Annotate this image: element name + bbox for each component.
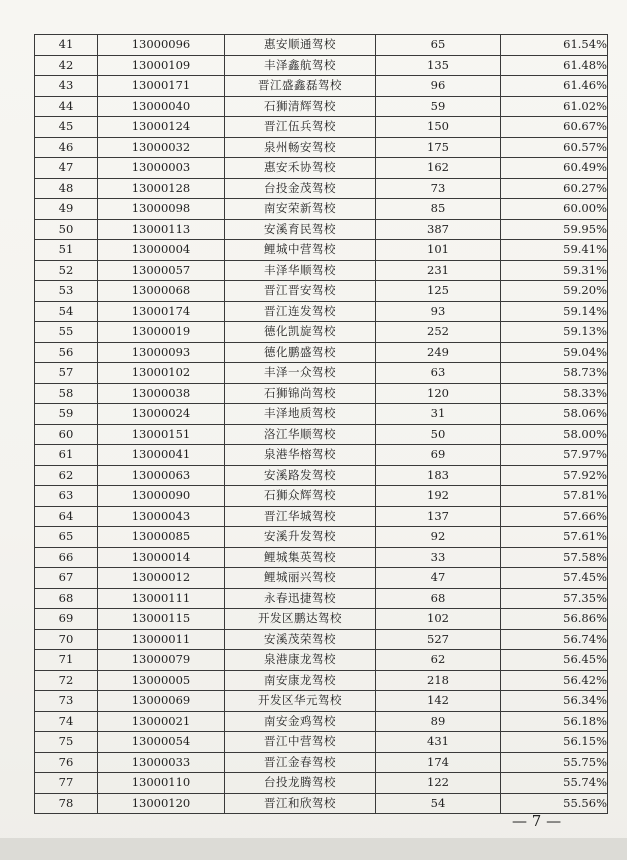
school-name-cell: 鲤城丽兴驾校 xyxy=(225,568,376,589)
row-number-cell: 41 xyxy=(35,35,98,56)
exam-count-cell: 135 xyxy=(376,55,501,76)
exam-count-cell: 73 xyxy=(376,178,501,199)
table-row xyxy=(35,404,608,425)
school-code-cell: 13000014 xyxy=(98,547,225,568)
exam-count-cell: 387 xyxy=(376,219,501,240)
school-code-cell: 13000021 xyxy=(98,711,225,732)
school-name-cell: 丰泽华顺驾校 xyxy=(225,260,376,281)
table-row xyxy=(35,158,608,179)
school-name-cell: 鲤城集英驾校 xyxy=(225,547,376,568)
school-name-cell: 晋江晋安驾校 xyxy=(225,281,376,302)
table-row xyxy=(35,240,608,261)
school-name-cell: 开发区鹏达驾校 xyxy=(225,609,376,630)
table-row xyxy=(35,793,608,814)
school-code-cell: 13000068 xyxy=(98,281,225,302)
exam-count-cell: 47 xyxy=(376,568,501,589)
table-row xyxy=(35,547,608,568)
table-row xyxy=(35,629,608,650)
pass-rate-cell: 61.48% xyxy=(501,55,608,76)
row-number-cell: 56 xyxy=(35,342,98,363)
pass-rate-cell: 56.18% xyxy=(501,711,608,732)
pass-rate-cell: 55.74% xyxy=(501,773,608,794)
school-name-cell: 晋江金春驾校 xyxy=(225,752,376,773)
table-row xyxy=(35,322,608,343)
exam-count-cell: 431 xyxy=(376,732,501,753)
row-number-cell: 54 xyxy=(35,301,98,322)
exam-count-cell: 65 xyxy=(376,35,501,56)
school-name-cell: 安溪路发驾校 xyxy=(225,465,376,486)
school-name-cell: 安溪育民驾校 xyxy=(225,219,376,240)
exam-count-cell: 527 xyxy=(376,629,501,650)
table-row xyxy=(35,96,608,117)
pass-rate-cell: 56.74% xyxy=(501,629,608,650)
exam-count-cell: 142 xyxy=(376,691,501,712)
pass-rate-cell: 59.20% xyxy=(501,281,608,302)
pass-rate-cell: 56.34% xyxy=(501,691,608,712)
pass-rate-cell: 59.04% xyxy=(501,342,608,363)
school-code-cell: 13000093 xyxy=(98,342,225,363)
pass-rate-cell: 61.54% xyxy=(501,35,608,56)
school-name-cell: 德化凯旋驾校 xyxy=(225,322,376,343)
driving-school-ranking-table xyxy=(34,34,608,814)
row-number-cell: 52 xyxy=(35,260,98,281)
school-name-cell: 南安金鸡驾校 xyxy=(225,711,376,732)
row-number-cell: 62 xyxy=(35,465,98,486)
school-code-cell: 13000171 xyxy=(98,76,225,97)
school-code-cell: 13000174 xyxy=(98,301,225,322)
school-name-cell: 惠安顺通驾校 xyxy=(225,35,376,56)
pass-rate-cell: 57.58% xyxy=(501,547,608,568)
table-row xyxy=(35,281,608,302)
school-code-cell: 13000111 xyxy=(98,588,225,609)
school-code-cell: 13000069 xyxy=(98,691,225,712)
table-row xyxy=(35,117,608,138)
school-code-cell: 13000090 xyxy=(98,486,225,507)
table-row xyxy=(35,752,608,773)
exam-count-cell: 218 xyxy=(376,670,501,691)
pass-rate-cell: 57.66% xyxy=(501,506,608,527)
pass-rate-cell: 56.42% xyxy=(501,670,608,691)
pass-rate-cell: 59.41% xyxy=(501,240,608,261)
row-number-cell: 51 xyxy=(35,240,98,261)
exam-count-cell: 122 xyxy=(376,773,501,794)
table-row xyxy=(35,609,608,630)
row-number-cell: 43 xyxy=(35,76,98,97)
table-row xyxy=(35,465,608,486)
row-number-cell: 55 xyxy=(35,322,98,343)
school-code-cell: 13000005 xyxy=(98,670,225,691)
pass-rate-cell: 57.97% xyxy=(501,445,608,466)
exam-count-cell: 252 xyxy=(376,322,501,343)
table-row xyxy=(35,424,608,445)
exam-count-cell: 96 xyxy=(376,76,501,97)
row-number-cell: 47 xyxy=(35,158,98,179)
table-row xyxy=(35,219,608,240)
exam-count-cell: 183 xyxy=(376,465,501,486)
row-number-cell: 63 xyxy=(35,486,98,507)
pass-rate-cell: 61.46% xyxy=(501,76,608,97)
exam-count-cell: 68 xyxy=(376,588,501,609)
school-code-cell: 13000113 xyxy=(98,219,225,240)
row-number-cell: 42 xyxy=(35,55,98,76)
row-number-cell: 60 xyxy=(35,424,98,445)
row-number-cell: 46 xyxy=(35,137,98,158)
pass-rate-cell: 59.14% xyxy=(501,301,608,322)
exam-count-cell: 54 xyxy=(376,793,501,814)
school-code-cell: 13000011 xyxy=(98,629,225,650)
school-name-cell: 德化鹏盛驾校 xyxy=(225,342,376,363)
row-number-cell: 48 xyxy=(35,178,98,199)
school-name-cell: 台投龙腾驾校 xyxy=(225,773,376,794)
table-row xyxy=(35,527,608,548)
row-number-cell: 71 xyxy=(35,650,98,671)
pass-rate-cell: 60.67% xyxy=(501,117,608,138)
school-code-cell: 13000109 xyxy=(98,55,225,76)
exam-count-cell: 69 xyxy=(376,445,501,466)
row-number-cell: 66 xyxy=(35,547,98,568)
exam-count-cell: 137 xyxy=(376,506,501,527)
row-number-cell: 59 xyxy=(35,404,98,425)
row-number-cell: 73 xyxy=(35,691,98,712)
table-row xyxy=(35,568,608,589)
pass-rate-cell: 60.00% xyxy=(501,199,608,220)
row-number-cell: 50 xyxy=(35,219,98,240)
school-name-cell: 丰泽鑫航驾校 xyxy=(225,55,376,76)
exam-count-cell: 174 xyxy=(376,752,501,773)
school-code-cell: 13000079 xyxy=(98,650,225,671)
school-code-cell: 13000012 xyxy=(98,568,225,589)
row-number-cell: 65 xyxy=(35,527,98,548)
row-number-cell: 49 xyxy=(35,199,98,220)
pass-rate-cell: 60.49% xyxy=(501,158,608,179)
exam-count-cell: 62 xyxy=(376,650,501,671)
pass-rate-cell: 61.02% xyxy=(501,96,608,117)
school-code-cell: 13000096 xyxy=(98,35,225,56)
table-row xyxy=(35,35,608,56)
row-number-cell: 68 xyxy=(35,588,98,609)
table-row xyxy=(35,711,608,732)
table-row xyxy=(35,588,608,609)
pass-rate-cell: 56.45% xyxy=(501,650,608,671)
exam-count-cell: 125 xyxy=(376,281,501,302)
school-name-cell: 晋江伍兵驾校 xyxy=(225,117,376,138)
table-row xyxy=(35,670,608,691)
row-number-cell: 75 xyxy=(35,732,98,753)
school-name-cell: 惠安禾协驾校 xyxy=(225,158,376,179)
school-name-cell: 丰泽一众驾校 xyxy=(225,363,376,384)
school-name-cell: 台投金茂驾校 xyxy=(225,178,376,199)
page-number: — 7 — xyxy=(512,812,562,830)
exam-count-cell: 192 xyxy=(376,486,501,507)
pass-rate-cell: 60.57% xyxy=(501,137,608,158)
school-code-cell: 13000032 xyxy=(98,137,225,158)
exam-count-cell: 50 xyxy=(376,424,501,445)
row-number-cell: 61 xyxy=(35,445,98,466)
row-number-cell: 64 xyxy=(35,506,98,527)
table-row xyxy=(35,486,608,507)
school-name-cell: 南安荣新驾校 xyxy=(225,199,376,220)
school-code-cell: 13000128 xyxy=(98,178,225,199)
school-name-cell: 开发区华元驾校 xyxy=(225,691,376,712)
table-row xyxy=(35,691,608,712)
row-number-cell: 57 xyxy=(35,363,98,384)
exam-count-cell: 59 xyxy=(376,96,501,117)
pass-rate-cell: 58.33% xyxy=(501,383,608,404)
school-name-cell: 晋江华城驾校 xyxy=(225,506,376,527)
row-number-cell: 45 xyxy=(35,117,98,138)
school-name-cell: 南安康龙驾校 xyxy=(225,670,376,691)
pass-rate-cell: 56.86% xyxy=(501,609,608,630)
table-row xyxy=(35,445,608,466)
pass-rate-cell: 55.75% xyxy=(501,752,608,773)
row-number-cell: 53 xyxy=(35,281,98,302)
school-code-cell: 13000019 xyxy=(98,322,225,343)
school-code-cell: 13000040 xyxy=(98,96,225,117)
pass-rate-cell: 57.81% xyxy=(501,486,608,507)
row-number-cell: 72 xyxy=(35,670,98,691)
school-name-cell: 安溪升发驾校 xyxy=(225,527,376,548)
pass-rate-cell: 60.27% xyxy=(501,178,608,199)
exam-count-cell: 175 xyxy=(376,137,501,158)
school-code-cell: 13000033 xyxy=(98,752,225,773)
exam-count-cell: 162 xyxy=(376,158,501,179)
exam-count-cell: 93 xyxy=(376,301,501,322)
row-number-cell: 70 xyxy=(35,629,98,650)
table-row xyxy=(35,506,608,527)
exam-count-cell: 231 xyxy=(376,260,501,281)
school-code-cell: 13000054 xyxy=(98,732,225,753)
school-name-cell: 鲤城中营驾校 xyxy=(225,240,376,261)
table-row xyxy=(35,342,608,363)
pass-rate-cell: 55.56% xyxy=(501,793,608,814)
row-number-cell: 44 xyxy=(35,96,98,117)
school-name-cell: 石狮清辉驾校 xyxy=(225,96,376,117)
exam-count-cell: 31 xyxy=(376,404,501,425)
school-code-cell: 13000057 xyxy=(98,260,225,281)
school-code-cell: 13000004 xyxy=(98,240,225,261)
table-row xyxy=(35,76,608,97)
school-name-cell: 泉港康龙驾校 xyxy=(225,650,376,671)
school-code-cell: 13000003 xyxy=(98,158,225,179)
table-row xyxy=(35,55,608,76)
pass-rate-cell: 58.00% xyxy=(501,424,608,445)
exam-count-cell: 63 xyxy=(376,363,501,384)
school-code-cell: 13000120 xyxy=(98,793,225,814)
school-code-cell: 13000102 xyxy=(98,363,225,384)
school-name-cell: 丰泽地质驾校 xyxy=(225,404,376,425)
table-row xyxy=(35,199,608,220)
school-name-cell: 永春迅捷驾校 xyxy=(225,588,376,609)
pass-rate-cell: 59.13% xyxy=(501,322,608,343)
pass-rate-cell: 57.61% xyxy=(501,527,608,548)
pass-rate-cell: 59.31% xyxy=(501,260,608,281)
table-row xyxy=(35,260,608,281)
school-code-cell: 13000124 xyxy=(98,117,225,138)
pass-rate-cell: 58.06% xyxy=(501,404,608,425)
school-name-cell: 安溪茂荣驾校 xyxy=(225,629,376,650)
pass-rate-cell: 59.95% xyxy=(501,219,608,240)
row-number-cell: 58 xyxy=(35,383,98,404)
row-number-cell: 76 xyxy=(35,752,98,773)
table-row xyxy=(35,650,608,671)
school-name-cell: 晋江连发驾校 xyxy=(225,301,376,322)
exam-count-cell: 102 xyxy=(376,609,501,630)
school-code-cell: 13000098 xyxy=(98,199,225,220)
table-row xyxy=(35,137,608,158)
school-name-cell: 石狮众辉驾校 xyxy=(225,486,376,507)
school-code-cell: 13000115 xyxy=(98,609,225,630)
row-number-cell: 67 xyxy=(35,568,98,589)
school-name-cell: 泉港华榕驾校 xyxy=(225,445,376,466)
exam-count-cell: 249 xyxy=(376,342,501,363)
school-name-cell: 泉州畅安驾校 xyxy=(225,137,376,158)
table-row xyxy=(35,732,608,753)
table-row xyxy=(35,773,608,794)
pass-rate-cell: 57.45% xyxy=(501,568,608,589)
school-name-cell: 晋江中营驾校 xyxy=(225,732,376,753)
school-code-cell: 13000041 xyxy=(98,445,225,466)
scan-bottom-edge xyxy=(0,838,627,860)
table-row xyxy=(35,178,608,199)
table-row xyxy=(35,363,608,384)
school-name-cell: 洛江华顺驾校 xyxy=(225,424,376,445)
school-code-cell: 13000085 xyxy=(98,527,225,548)
row-number-cell: 77 xyxy=(35,773,98,794)
row-number-cell: 74 xyxy=(35,711,98,732)
school-code-cell: 13000110 xyxy=(98,773,225,794)
school-name-cell: 晋江盛鑫磊驾校 xyxy=(225,76,376,97)
row-number-cell: 78 xyxy=(35,793,98,814)
exam-count-cell: 85 xyxy=(376,199,501,220)
table-body xyxy=(35,35,608,814)
school-code-cell: 13000024 xyxy=(98,404,225,425)
table-row xyxy=(35,383,608,404)
school-code-cell: 13000038 xyxy=(98,383,225,404)
exam-count-cell: 150 xyxy=(376,117,501,138)
school-code-cell: 13000043 xyxy=(98,506,225,527)
school-code-cell: 13000151 xyxy=(98,424,225,445)
pass-rate-cell: 57.92% xyxy=(501,465,608,486)
row-number-cell: 69 xyxy=(35,609,98,630)
exam-count-cell: 120 xyxy=(376,383,501,404)
school-code-cell: 13000063 xyxy=(98,465,225,486)
pass-rate-cell: 57.35% xyxy=(501,588,608,609)
exam-count-cell: 92 xyxy=(376,527,501,548)
pass-rate-cell: 58.73% xyxy=(501,363,608,384)
school-name-cell: 石狮锦尚驾校 xyxy=(225,383,376,404)
exam-count-cell: 89 xyxy=(376,711,501,732)
exam-count-cell: 33 xyxy=(376,547,501,568)
table-row xyxy=(35,301,608,322)
pass-rate-cell: 56.15% xyxy=(501,732,608,753)
school-name-cell: 晋江和欣驾校 xyxy=(225,793,376,814)
exam-count-cell: 101 xyxy=(376,240,501,261)
